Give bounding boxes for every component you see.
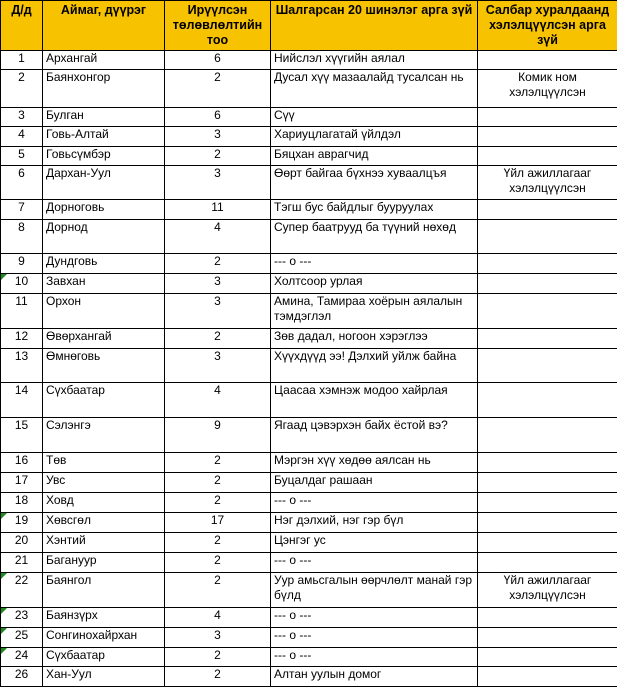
cell-province[interactable] bbox=[43, 220, 165, 254]
cell-count-text: 2 bbox=[168, 70, 267, 85]
cell-index[interactable] bbox=[1, 553, 43, 573]
cell-branch[interactable] bbox=[478, 473, 617, 493]
cell-branch[interactable] bbox=[478, 608, 617, 628]
comment-marker-icon bbox=[1, 274, 7, 280]
cell-branch[interactable] bbox=[478, 329, 617, 349]
cell-index-text: 9 bbox=[4, 254, 39, 269]
cell-branch-text: Комик ном хэлэлцүүлсэн bbox=[481, 70, 614, 100]
cell-count[interactable] bbox=[165, 553, 271, 573]
cell-index-text: 17 bbox=[4, 473, 39, 488]
cell-index-text: 21 bbox=[4, 553, 39, 568]
cell-province[interactable] bbox=[43, 513, 165, 533]
cell-winner-text: Зөв дадал, ногоон хэрэглээ bbox=[274, 329, 474, 344]
cell-province[interactable] bbox=[43, 453, 165, 473]
cell-winner[interactable] bbox=[271, 51, 478, 70]
cell-index[interactable] bbox=[1, 418, 43, 453]
cell-winner[interactable] bbox=[271, 533, 478, 553]
cell-province-text: Архангай bbox=[46, 51, 161, 66]
cell-count[interactable] bbox=[165, 513, 271, 533]
cell-count[interactable] bbox=[165, 166, 271, 200]
cell-winner[interactable] bbox=[271, 108, 478, 127]
cell-count-text: 3 bbox=[168, 166, 267, 181]
cell-index-text: 4 bbox=[4, 127, 39, 142]
cell-winner-text: Дусал хүү мазаалайд тусалсан нь bbox=[274, 70, 474, 85]
cell-province-text: Хэнтий bbox=[46, 533, 161, 548]
cell-branch[interactable] bbox=[478, 220, 617, 254]
cell-index-text: 18 bbox=[4, 493, 39, 508]
cell-count-text: 3 bbox=[168, 274, 267, 289]
cell-index-text: 20 bbox=[4, 533, 39, 548]
cell-winner[interactable] bbox=[271, 274, 478, 294]
cell-index-text: 16 bbox=[4, 453, 39, 468]
table-row bbox=[1, 147, 617, 166]
cell-index[interactable] bbox=[1, 628, 43, 648]
cell-index[interactable] bbox=[1, 166, 43, 200]
cell-branch-text: Үйл ажиллагааг хэлэлцүүлсэн bbox=[481, 573, 614, 603]
cell-province[interactable] bbox=[43, 147, 165, 166]
cell-winner[interactable] bbox=[271, 220, 478, 254]
cell-province[interactable] bbox=[43, 608, 165, 628]
cell-branch[interactable] bbox=[478, 166, 617, 200]
cell-province[interactable] bbox=[43, 200, 165, 220]
cell-count-text: 4 bbox=[168, 383, 267, 398]
cell-province[interactable] bbox=[43, 349, 165, 383]
cell-winner-text: --- о --- bbox=[274, 628, 474, 643]
cell-winner[interactable] bbox=[271, 493, 478, 513]
cell-winner-text: Цаасаа хэмнэж модоо хайрлая bbox=[274, 383, 474, 398]
cell-branch[interactable] bbox=[478, 513, 617, 533]
cell-winner-text: --- о --- bbox=[274, 493, 474, 508]
cell-count[interactable] bbox=[165, 383, 271, 418]
cell-index[interactable] bbox=[1, 349, 43, 383]
cell-winner-text: Сүү bbox=[274, 108, 474, 123]
table-row bbox=[1, 553, 617, 573]
cell-province[interactable] bbox=[43, 553, 165, 573]
cell-index-text: 1 bbox=[4, 51, 39, 66]
cell-branch[interactable] bbox=[478, 294, 617, 329]
cell-province-text: Говьсүмбэр bbox=[46, 147, 161, 162]
table-row bbox=[1, 294, 617, 329]
cell-winner[interactable] bbox=[271, 200, 478, 220]
cell-winner[interactable] bbox=[271, 608, 478, 628]
table-row bbox=[1, 329, 617, 349]
cell-province-text: Төв bbox=[46, 453, 161, 468]
comment-marker-icon bbox=[1, 608, 7, 614]
cell-index-text: 12 bbox=[4, 329, 39, 344]
cell-count-text: 3 bbox=[168, 127, 267, 142]
cell-branch[interactable] bbox=[478, 418, 617, 453]
cell-index-text: 5 bbox=[4, 147, 39, 162]
table-row bbox=[1, 70, 617, 108]
cell-count[interactable] bbox=[165, 127, 271, 147]
cell-province[interactable] bbox=[43, 70, 165, 108]
cell-index[interactable] bbox=[1, 513, 43, 533]
table-row bbox=[1, 628, 617, 648]
table-row bbox=[1, 418, 617, 453]
cell-province-text: Сүхбаатар bbox=[46, 648, 161, 663]
cell-province[interactable] bbox=[43, 648, 165, 667]
cell-index-text: 10 bbox=[4, 274, 39, 289]
header-row bbox=[1, 1, 617, 51]
header-branch: Салбар хуралдаанд хэлэлцүүлсэн арга зүй bbox=[478, 1, 617, 51]
cell-count[interactable] bbox=[165, 147, 271, 166]
cell-count-text: 2 bbox=[168, 553, 267, 568]
table-row bbox=[1, 383, 617, 418]
cell-count[interactable] bbox=[165, 493, 271, 513]
cell-winner-text: Хүүхдүүд ээ! Дэлхий уйлж байна bbox=[274, 349, 474, 364]
comment-marker-icon bbox=[1, 573, 7, 579]
cell-branch[interactable] bbox=[478, 628, 617, 648]
cell-count-text: 6 bbox=[168, 108, 267, 123]
cell-winner-text: Тэгш бус байдлыг бууруулах bbox=[274, 200, 474, 215]
cell-winner[interactable] bbox=[271, 418, 478, 453]
cell-count[interactable] bbox=[165, 349, 271, 383]
cell-winner-text: --- о --- bbox=[274, 608, 474, 623]
cell-branch[interactable] bbox=[478, 533, 617, 553]
cell-index-text: 11 bbox=[4, 294, 39, 309]
cell-count[interactable] bbox=[165, 533, 271, 553]
cell-province-text: Ховд bbox=[46, 493, 161, 508]
cell-index[interactable] bbox=[1, 127, 43, 147]
cell-branch[interactable] bbox=[478, 349, 617, 383]
table-row bbox=[1, 473, 617, 493]
cell-winner[interactable] bbox=[271, 383, 478, 418]
cell-count-text: 3 bbox=[168, 349, 267, 364]
cell-count[interactable] bbox=[165, 294, 271, 329]
cell-count-text: 2 bbox=[168, 493, 267, 508]
cell-province-text: Хан-Уул bbox=[46, 667, 161, 682]
cell-index-text: 3 bbox=[4, 108, 39, 123]
table-row bbox=[1, 200, 617, 220]
cell-count[interactable] bbox=[165, 573, 271, 608]
cell-winner-text: Ягаад цэвэрхэн байх ёстой вэ? bbox=[274, 418, 474, 433]
cell-count[interactable] bbox=[165, 473, 271, 493]
cell-index-text: 8 bbox=[4, 220, 39, 235]
cell-province[interactable] bbox=[43, 628, 165, 648]
cell-branch[interactable] bbox=[478, 383, 617, 418]
cell-province[interactable] bbox=[43, 473, 165, 493]
table-row bbox=[1, 533, 617, 553]
cell-province[interactable] bbox=[43, 418, 165, 453]
cell-province-text: Сэлэнгэ bbox=[46, 418, 161, 433]
comment-marker-icon bbox=[1, 628, 7, 634]
cell-winner[interactable] bbox=[271, 473, 478, 493]
cell-winner-text: Нийслэл хүүгийн аялал bbox=[274, 51, 474, 66]
cell-province-text: Завхан bbox=[46, 274, 161, 289]
cell-winner-text: Хариуцлагатай үйлдэл bbox=[274, 127, 474, 142]
comment-marker-icon bbox=[1, 648, 7, 654]
cell-count[interactable] bbox=[165, 608, 271, 628]
cell-province-text: Баянхонгор bbox=[46, 70, 161, 85]
cell-index[interactable] bbox=[1, 108, 43, 127]
header-winner: Шалгарсан 20 шинэлэг арга зүй bbox=[271, 1, 478, 51]
cell-count-text: 4 bbox=[168, 220, 267, 235]
cell-index-text: 26 bbox=[4, 667, 39, 682]
cell-count-text: 2 bbox=[168, 453, 267, 468]
cell-branch[interactable] bbox=[478, 453, 617, 473]
cell-branch[interactable] bbox=[478, 493, 617, 513]
cell-winner-text: Алтан уулын домог bbox=[274, 667, 474, 682]
cell-province[interactable] bbox=[43, 573, 165, 608]
table-row bbox=[1, 51, 617, 70]
cell-index[interactable] bbox=[1, 70, 43, 108]
cell-province[interactable] bbox=[43, 383, 165, 418]
cell-branch[interactable] bbox=[478, 147, 617, 166]
cell-count[interactable] bbox=[165, 418, 271, 453]
header-province: Аймаг, дүүрэг bbox=[43, 1, 165, 51]
cell-province-text: Увс bbox=[46, 473, 161, 488]
cell-index[interactable] bbox=[1, 648, 43, 667]
cell-index-text: 7 bbox=[4, 200, 39, 215]
cell-branch[interactable] bbox=[478, 274, 617, 294]
cell-count-text: 2 bbox=[168, 254, 267, 269]
cell-index[interactable] bbox=[1, 473, 43, 493]
cell-count-text: 2 bbox=[168, 573, 267, 588]
cell-count-text: 2 bbox=[168, 473, 267, 488]
cell-winner-text: Мэргэн хүү хөдөө аялсан нь bbox=[274, 453, 474, 468]
cell-count-text: 2 bbox=[168, 147, 267, 162]
table-row bbox=[1, 453, 617, 473]
cell-province[interactable] bbox=[43, 533, 165, 553]
table-row bbox=[1, 608, 617, 628]
cell-province[interactable] bbox=[43, 493, 165, 513]
cell-index[interactable] bbox=[1, 383, 43, 418]
cell-winner[interactable] bbox=[271, 628, 478, 648]
cell-winner-text: --- о --- bbox=[274, 254, 474, 269]
table-row bbox=[1, 127, 617, 147]
table-row bbox=[1, 493, 617, 513]
cell-province-text: Говь-Алтай bbox=[46, 127, 161, 142]
cell-index-text: 15 bbox=[4, 418, 39, 433]
cell-winner-text: Бяцхан аврагчид bbox=[274, 147, 474, 162]
cell-province[interactable] bbox=[43, 166, 165, 200]
cell-count-text: 2 bbox=[168, 648, 267, 663]
cell-index-text: 6 bbox=[4, 166, 39, 181]
cell-winner[interactable] bbox=[271, 349, 478, 383]
cell-branch-text: Үйл ажиллагааг хэлэлцүүлсэн bbox=[481, 166, 614, 196]
cell-province-text: Дундговь bbox=[46, 254, 161, 269]
table-row bbox=[1, 573, 617, 608]
cell-province-text: Булган bbox=[46, 108, 161, 123]
table-row bbox=[1, 254, 617, 274]
header-count: Ирүүлсэн төлөвлөлтийн тоо bbox=[165, 1, 271, 51]
cell-province-text: Багануур bbox=[46, 553, 161, 568]
cell-winner-text: Цэнгэг ус bbox=[274, 533, 474, 548]
cell-winner[interactable] bbox=[271, 553, 478, 573]
cell-index-text: 2 bbox=[4, 70, 39, 85]
cell-index[interactable] bbox=[1, 220, 43, 254]
cell-count-text: 6 bbox=[168, 51, 267, 66]
cell-winner[interactable] bbox=[271, 648, 478, 667]
cell-count-text: 17 bbox=[168, 513, 267, 528]
cell-winner-text: Супер баатрууд ба түүний нөхөд bbox=[274, 220, 474, 235]
cell-winner[interactable] bbox=[271, 70, 478, 108]
cell-index[interactable] bbox=[1, 51, 43, 70]
cell-province-text: Дорнод bbox=[46, 220, 161, 235]
cell-index-text: 22 bbox=[4, 573, 39, 588]
cell-province-text: Баянгол bbox=[46, 573, 161, 588]
cell-index[interactable] bbox=[1, 608, 43, 628]
cell-winner[interactable] bbox=[271, 573, 478, 608]
table-row bbox=[1, 349, 617, 383]
cell-index[interactable] bbox=[1, 200, 43, 220]
cell-winner-text: --- о --- bbox=[274, 553, 474, 568]
cell-winner-text: Холтсоор урлая bbox=[274, 274, 474, 289]
cell-winner-text: Өөрт байгаа бүхнээ хуваалцъя bbox=[274, 166, 474, 181]
cell-branch[interactable] bbox=[478, 254, 617, 274]
cell-count-text: 3 bbox=[168, 294, 267, 309]
cell-count[interactable] bbox=[165, 254, 271, 274]
table-row bbox=[1, 220, 617, 254]
cell-winner-text: Буцалдаг рашаан bbox=[274, 473, 474, 488]
cell-winner[interactable] bbox=[271, 453, 478, 473]
cell-province[interactable] bbox=[43, 51, 165, 70]
cell-index[interactable] bbox=[1, 533, 43, 553]
cell-count[interactable] bbox=[165, 648, 271, 667]
cell-index[interactable] bbox=[1, 573, 43, 608]
cell-winner-text: Амина, Тамираа хоёрын аялалын тэмдэглэл bbox=[274, 294, 474, 324]
table-row bbox=[1, 166, 617, 200]
cell-winner-text: --- о --- bbox=[274, 648, 474, 663]
cell-province[interactable] bbox=[43, 127, 165, 147]
cell-branch[interactable] bbox=[478, 108, 617, 127]
cell-province-text: Дорноговь bbox=[46, 200, 161, 215]
cell-count[interactable] bbox=[165, 200, 271, 220]
cell-winner[interactable] bbox=[271, 513, 478, 533]
cell-province-text: Сүхбаатар bbox=[46, 383, 161, 398]
cell-branch[interactable] bbox=[478, 200, 617, 220]
cell-count[interactable] bbox=[165, 108, 271, 127]
cell-branch[interactable] bbox=[478, 648, 617, 667]
cell-winner[interactable] bbox=[271, 294, 478, 329]
cell-index[interactable] bbox=[1, 453, 43, 473]
cell-count[interactable] bbox=[165, 70, 271, 108]
cell-count[interactable] bbox=[165, 628, 271, 648]
cell-index[interactable] bbox=[1, 294, 43, 329]
cell-winner[interactable] bbox=[271, 127, 478, 147]
cell-index[interactable] bbox=[1, 254, 43, 274]
cell-index-text: 13 bbox=[4, 349, 39, 364]
cell-count-text: 2 bbox=[168, 329, 267, 344]
cell-winner[interactable] bbox=[271, 147, 478, 166]
cell-count-text: 3 bbox=[168, 628, 267, 643]
cell-province-text: Сонгинохайрхан bbox=[46, 628, 161, 643]
header-index: Д/д bbox=[1, 1, 43, 51]
cell-count-text: 4 bbox=[168, 608, 267, 623]
cell-winner[interactable] bbox=[271, 254, 478, 274]
comment-marker-icon bbox=[1, 513, 7, 519]
cell-province[interactable] bbox=[43, 108, 165, 127]
table-row bbox=[1, 648, 617, 667]
cell-winner[interactable] bbox=[271, 166, 478, 200]
table-body bbox=[1, 51, 617, 687]
cell-province[interactable] bbox=[43, 294, 165, 329]
cell-index[interactable] bbox=[1, 493, 43, 513]
cell-winner-text: Нэг дэлхий, нэг гэр бүл bbox=[274, 513, 474, 528]
cell-index-text: 19 bbox=[4, 513, 39, 528]
table-row bbox=[1, 108, 617, 127]
cell-count-text: 11 bbox=[168, 200, 267, 215]
cell-index-text: 14 bbox=[4, 383, 39, 398]
table-row bbox=[1, 274, 617, 294]
cell-branch[interactable] bbox=[478, 70, 617, 108]
cell-count-text: 2 bbox=[168, 667, 267, 682]
cell-province[interactable] bbox=[43, 329, 165, 349]
cell-branch[interactable] bbox=[478, 127, 617, 147]
cell-count[interactable] bbox=[165, 51, 271, 70]
cell-winner-text: Уур амьсгалын өөрчлөлт манай гэр бүлд bbox=[274, 573, 474, 603]
cell-province-text: Баянзүрх bbox=[46, 608, 161, 623]
cell-count-text: 9 bbox=[168, 418, 267, 433]
cell-province-text: Орхон bbox=[46, 294, 161, 309]
cell-province-text: Хөвсгөл bbox=[46, 513, 161, 528]
cell-count[interactable] bbox=[165, 453, 271, 473]
cell-branch[interactable] bbox=[478, 573, 617, 608]
cell-index-text: 25 bbox=[4, 628, 39, 643]
cell-index[interactable] bbox=[1, 329, 43, 349]
cell-index-text: 23 bbox=[4, 608, 39, 623]
cell-index-text: 24 bbox=[4, 648, 39, 663]
cell-count[interactable] bbox=[165, 274, 271, 294]
table-row bbox=[1, 513, 617, 533]
cell-branch[interactable] bbox=[478, 553, 617, 573]
cell-count-text: 2 bbox=[168, 533, 267, 548]
cell-province[interactable] bbox=[43, 274, 165, 294]
cell-count[interactable] bbox=[165, 329, 271, 349]
cell-province[interactable] bbox=[43, 254, 165, 274]
cell-index[interactable] bbox=[1, 274, 43, 294]
cell-province-text: Өмнөговь bbox=[46, 349, 161, 364]
cell-winner[interactable] bbox=[271, 329, 478, 349]
cell-province-text: Өвөрхангай bbox=[46, 329, 161, 344]
cell-branch[interactable] bbox=[478, 51, 617, 70]
cell-count[interactable] bbox=[165, 220, 271, 254]
cell-province-text: Дархан-Уул bbox=[46, 166, 161, 181]
cell-index[interactable] bbox=[1, 147, 43, 166]
